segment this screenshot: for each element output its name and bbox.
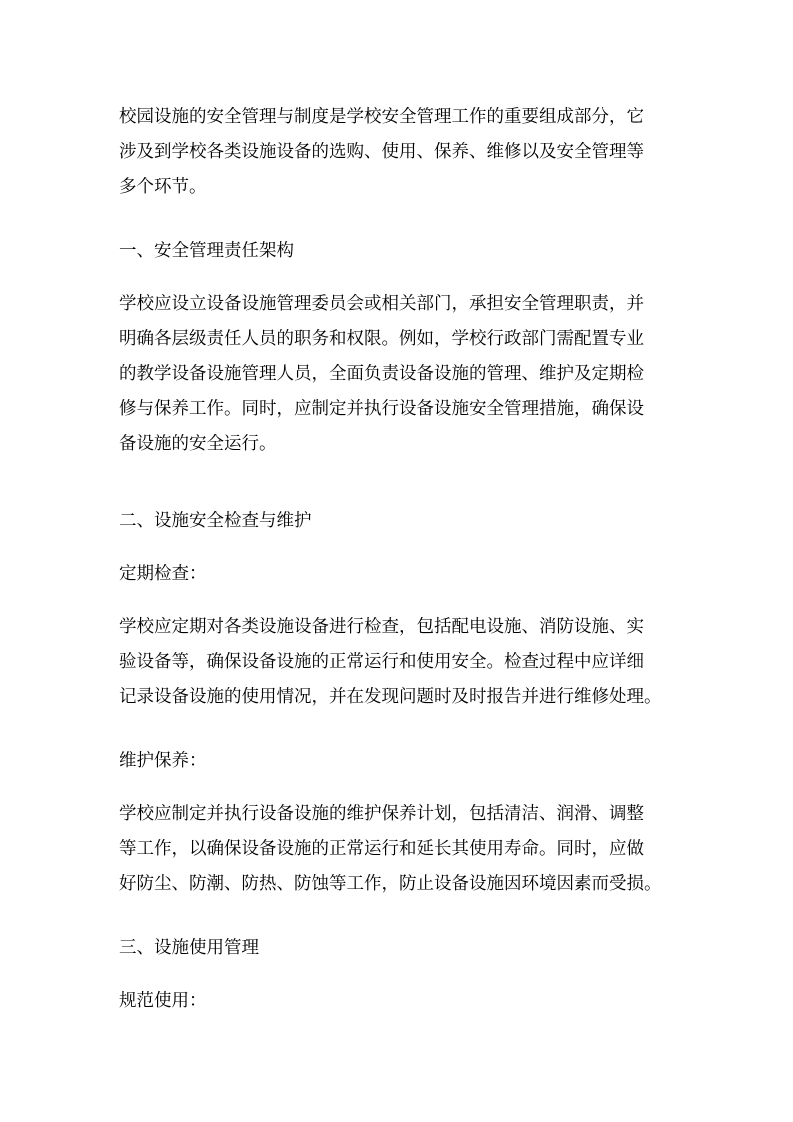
section1-paragraph — [119, 287, 689, 462]
section2-sub1-paragraph — [119, 610, 689, 715]
text-line: 学校应定期对各类设施设备进行检查，包括配电设施、消防设施、实 — [119, 617, 644, 637]
text-line: 的教学设备设施管理人员，全面负责设备设施的管理、维护及定期检 — [119, 364, 644, 384]
text-line: 学校应制定并执行设备设施的维护保养计划，包括清洁、润滑、调整 — [119, 804, 644, 824]
heading-text: 二、设施安全检查与维护 — [119, 511, 312, 531]
text-line: 涉及到学校各类设施设备的选购、使用、保养、维修以及安全管理等 — [119, 142, 644, 162]
text-line: 多个环节。 — [119, 177, 207, 197]
text-line: 学校应设立设备设施管理委员会或相关部门，承担安全管理职责，并 — [119, 294, 644, 314]
text-line: 记录设备设施的使用情况，并在发现问题时及时报告并进行维修处理。 — [119, 687, 662, 707]
subheading-text: 规范使用： — [119, 991, 207, 1011]
subheading-text: 维护保养： — [119, 751, 207, 771]
subheading-standard-use — [119, 984, 689, 1019]
subheading-text: 定期检查： — [119, 564, 207, 584]
section2-sub2-paragraph — [119, 797, 689, 902]
subheading-periodic-inspection — [119, 557, 689, 592]
text-line: 备设施的安全运行。 — [119, 434, 277, 454]
text-line: 等工作，以确保设备设施的正常运行和延长其使用寿命。同时，应做 — [119, 839, 644, 859]
text-line: 修与保养工作。同时，应制定并执行设备设施安全管理措施，确保设 — [119, 399, 644, 419]
subheading-maintenance — [119, 744, 689, 779]
text-line: 验设备等，确保设备设施的正常运行和使用安全。检查过程中应详细 — [119, 652, 644, 672]
section-heading-1 — [119, 234, 689, 269]
text-line: 校园设施的安全管理与制度是学校安全管理工作的重要组成部分，它 — [119, 107, 644, 127]
intro-paragraph — [119, 100, 689, 205]
text-line: 明确各层级责任人员的职务和权限。例如，学校行政部门需配置专业 — [119, 329, 644, 349]
text-line: 好防尘、防潮、防热、防蚀等工作，防止设备设施因环境因素而受损。 — [119, 874, 662, 894]
heading-text: 三、设施使用管理 — [119, 938, 259, 958]
section-heading-2 — [119, 504, 689, 539]
heading-text: 一、安全管理责任架构 — [119, 241, 294, 261]
section-heading-3 — [119, 931, 689, 966]
